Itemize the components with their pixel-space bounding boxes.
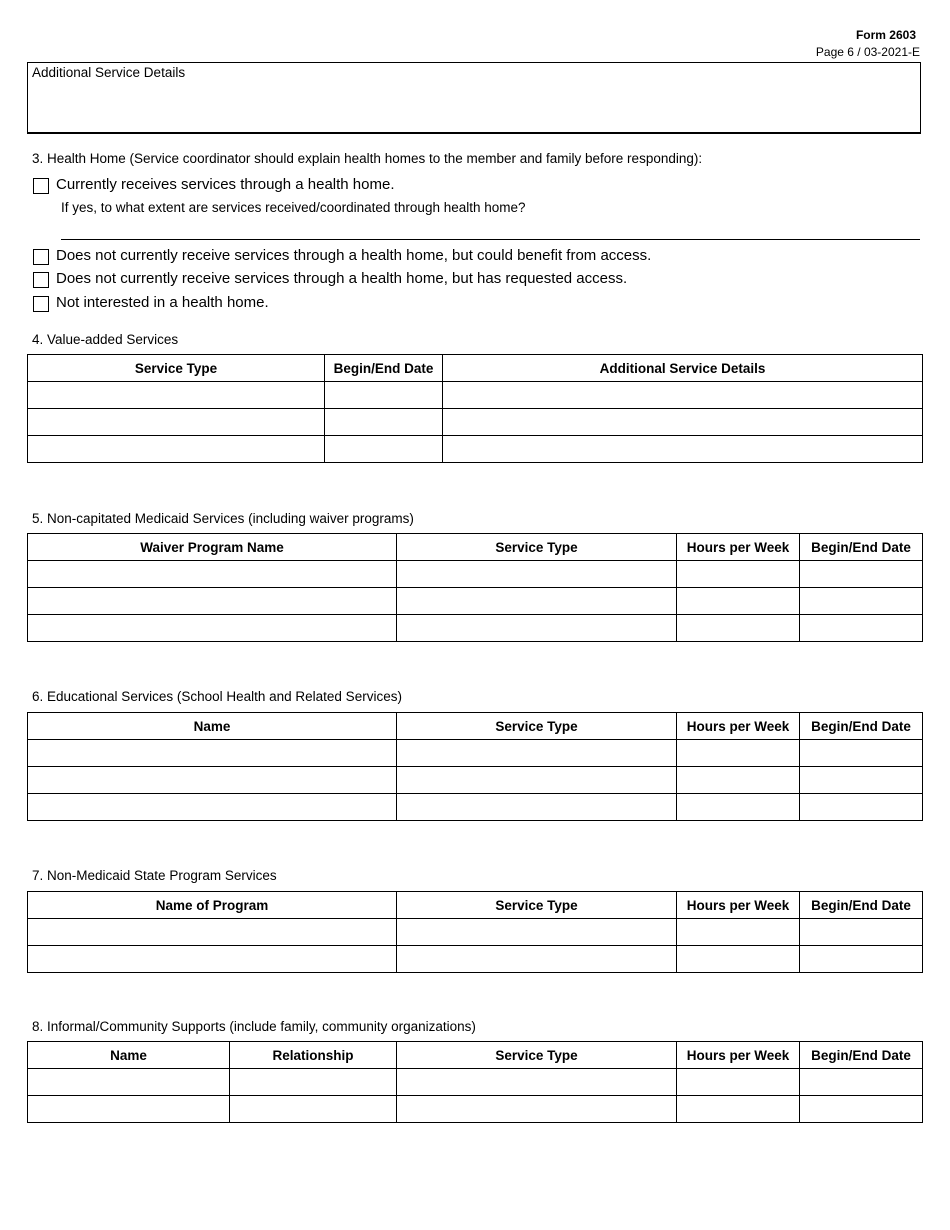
- checkbox-could-benefit[interactable]: [33, 249, 49, 265]
- table-cell[interactable]: [397, 615, 677, 642]
- column-header: Service Type: [397, 892, 677, 919]
- table-row: [28, 1096, 923, 1123]
- table-row: [28, 1069, 923, 1096]
- column-header: Begin/End Date: [800, 713, 923, 740]
- table-cell[interactable]: [677, 740, 800, 767]
- column-header: Hours per Week: [677, 713, 800, 740]
- column-header: Begin/End Date: [800, 534, 923, 561]
- value-added-heading: 4. Value-added Services: [32, 332, 179, 347]
- non-medicaid-table: [27, 891, 923, 973]
- table-cell[interactable]: [230, 1069, 397, 1096]
- column-header: Hours per Week: [677, 1042, 800, 1069]
- additional-service-details-label: Additional Service Details: [32, 65, 186, 80]
- informal-supports-heading: 8. Informal/Community Supports (include family, community organizations): [32, 1019, 476, 1034]
- informal-supports-table: [27, 1041, 923, 1123]
- table-cell[interactable]: [443, 436, 923, 463]
- table-cell[interactable]: [800, 561, 923, 588]
- table-cell[interactable]: [677, 1069, 800, 1096]
- column-header: Service Type: [28, 355, 325, 382]
- option-receives-health-home: Currently receives services through a health home.: [56, 176, 395, 193]
- table-cell[interactable]: [800, 919, 923, 946]
- table-cell[interactable]: [677, 561, 800, 588]
- educational-table: [27, 712, 923, 821]
- health-home-heading: 3. Health Home (Service coordinator should explain health homes to the member and family before responding):: [32, 151, 703, 166]
- table-row: [28, 767, 923, 794]
- table-row: [28, 740, 923, 767]
- table-header-row: [28, 892, 923, 919]
- table-cell[interactable]: [800, 740, 923, 767]
- column-header: Begin/End Date: [800, 892, 923, 919]
- additional-service-details-field[interactable]: [27, 62, 921, 134]
- value-added-table: [27, 354, 923, 463]
- column-header: Service Type: [397, 1042, 677, 1069]
- table-header-row: [28, 534, 923, 561]
- table-cell[interactable]: [28, 615, 397, 642]
- non-medicaid-heading: 7. Non-Medicaid State Program Services: [32, 868, 277, 883]
- table-cell[interactable]: [800, 1069, 923, 1096]
- table-header-row: [28, 355, 923, 382]
- table-cell[interactable]: [800, 794, 923, 821]
- table-row: [28, 919, 923, 946]
- non-capitated-table: [27, 533, 923, 642]
- table-cell[interactable]: [28, 919, 397, 946]
- table-cell[interactable]: [397, 588, 677, 615]
- table-cell[interactable]: [443, 409, 923, 436]
- table-header-row: [28, 1042, 923, 1069]
- table-cell[interactable]: [28, 1096, 230, 1123]
- table-cell[interactable]: [28, 794, 397, 821]
- table-cell[interactable]: [28, 436, 325, 463]
- table-row: [28, 946, 923, 973]
- table-cell[interactable]: [800, 1096, 923, 1123]
- column-header: Service Type: [397, 534, 677, 561]
- table-cell[interactable]: [397, 1096, 677, 1123]
- table-cell[interactable]: [325, 382, 443, 409]
- table-row: [28, 382, 923, 409]
- table-cell[interactable]: [230, 1096, 397, 1123]
- checkbox-requested-access[interactable]: [33, 272, 49, 288]
- column-header: Relationship: [230, 1042, 397, 1069]
- table-cell[interactable]: [28, 409, 325, 436]
- table-header-row: [28, 713, 923, 740]
- table-cell[interactable]: [397, 740, 677, 767]
- page-number: Page 6 / 03-2021-E: [815, 45, 920, 59]
- column-header: Name: [28, 713, 397, 740]
- table-cell[interactable]: [397, 919, 677, 946]
- educational-heading: 6. Educational Services (School Health and Related Services): [32, 689, 402, 704]
- table-cell[interactable]: [800, 767, 923, 794]
- column-header: Name: [28, 1042, 230, 1069]
- table-cell[interactable]: [397, 1069, 677, 1096]
- table-row: [28, 561, 923, 588]
- table-row: [28, 794, 923, 821]
- table-cell[interactable]: [397, 946, 677, 973]
- table-cell[interactable]: [677, 919, 800, 946]
- table-cell[interactable]: [443, 382, 923, 409]
- table-cell[interactable]: [28, 588, 397, 615]
- table-cell[interactable]: [800, 946, 923, 973]
- table-cell[interactable]: [677, 946, 800, 973]
- table-cell[interactable]: [677, 588, 800, 615]
- health-home-followup-question: If yes, to what extent are services received/coordinated through health home?: [61, 200, 526, 215]
- table-cell[interactable]: [28, 946, 397, 973]
- column-header: Additional Service Details: [443, 355, 923, 382]
- table-cell[interactable]: [800, 615, 923, 642]
- column-header: Name of Program: [28, 892, 397, 919]
- column-header: Begin/End Date: [325, 355, 443, 382]
- table-cell[interactable]: [325, 409, 443, 436]
- column-header: Waiver Program Name: [28, 534, 397, 561]
- checkbox-receives-health-home[interactable]: [33, 178, 49, 194]
- table-row: [28, 436, 923, 463]
- table-row: [28, 588, 923, 615]
- table-cell[interactable]: [28, 561, 397, 588]
- table-row: [28, 615, 923, 642]
- column-header: Hours per Week: [677, 534, 800, 561]
- column-header: Hours per Week: [677, 892, 800, 919]
- option-requested-access: Does not currently receive services through a health home, but has requested access.: [56, 270, 628, 287]
- table-cell[interactable]: [677, 615, 800, 642]
- non-capitated-heading: 5. Non-capitated Medicaid Services (including waiver programs): [32, 511, 414, 526]
- table-row: [28, 409, 923, 436]
- table-cell[interactable]: [28, 740, 397, 767]
- option-could-benefit: Does not currently receive services through a health home, but could benefit from access.: [56, 247, 652, 264]
- table-cell[interactable]: [677, 1096, 800, 1123]
- table-cell[interactable]: [28, 382, 325, 409]
- option-not-interested: Not interested in a health home.: [56, 294, 269, 311]
- column-header: Service Type: [397, 713, 677, 740]
- table-cell[interactable]: [28, 767, 397, 794]
- checkbox-not-interested[interactable]: [33, 296, 49, 312]
- table-cell[interactable]: [397, 767, 677, 794]
- table-cell[interactable]: [800, 588, 923, 615]
- table-cell[interactable]: [325, 436, 443, 463]
- table-cell[interactable]: [397, 561, 677, 588]
- column-header: Begin/End Date: [800, 1042, 923, 1069]
- table-cell[interactable]: [677, 767, 800, 794]
- table-cell[interactable]: [397, 794, 677, 821]
- form-number: Form 2603: [855, 28, 916, 42]
- table-cell[interactable]: [677, 794, 800, 821]
- health-home-followup-answer-line[interactable]: [61, 239, 920, 240]
- table-cell[interactable]: [28, 1069, 230, 1096]
